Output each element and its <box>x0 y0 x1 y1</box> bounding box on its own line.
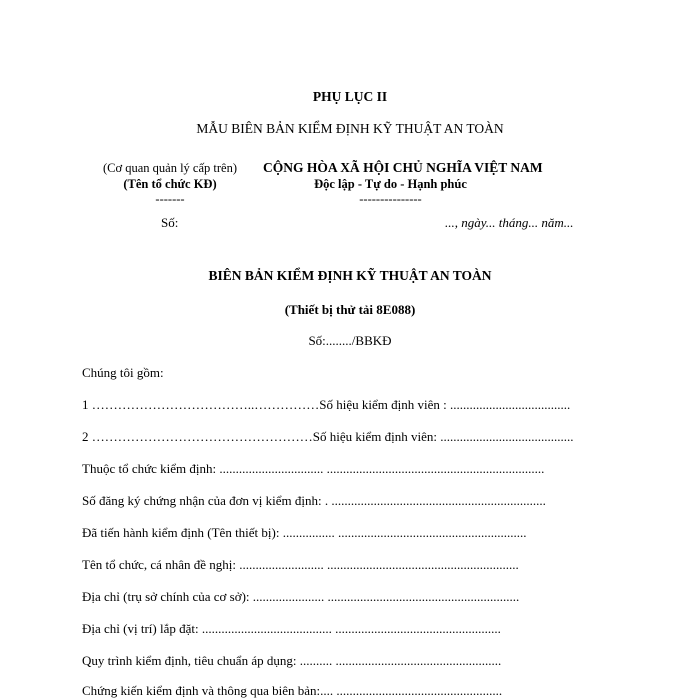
document-number-label: Số: <box>161 215 179 230</box>
agency-label: (Cơ quan quản lý cấp trên) <box>103 161 237 175</box>
form-title: MẪU BIÊN BẢN KIỂM ĐỊNH KỸ THUẬT AN TOÀN <box>196 121 504 136</box>
body-line-procedure: Quy trình kiểm định, tiêu chuẩn áp dụng: .......... ................................................... <box>82 653 502 668</box>
body-line-inspector-2: 2 ……………………………………………Số hiệu kiểm định viên: ......................................... <box>82 429 574 444</box>
national-motto: Độc lập - Tự do - Hạnh phúc <box>314 177 467 191</box>
body-line-witness: Chứng kiến kiểm định và thông qua biên bản:.... ................................................... <box>82 683 503 698</box>
report-title: BIÊN BẢN KIỂM ĐỊNH KỸ THUẬT AN TOÀN <box>208 268 492 283</box>
body-line-organization: Thuộc tổ chức kiểm định: ................................ ................................................................... <box>82 461 545 476</box>
body-line-registration: Số đăng ký chứng nhận của đơn vị kiểm định: . .................................................................. <box>82 493 546 508</box>
body-line-install-location: Địa chỉ (vị trí) lắp đặt: ........................................ ................................................... <box>82 621 501 636</box>
body-line-requester: Tên tổ chức, cá nhân đề nghị: .......................... ........................................................... <box>82 557 519 572</box>
body-line-participants: Chúng tôi gồm: <box>82 365 164 380</box>
right-divider: --------------- <box>359 192 422 206</box>
report-number: Số:......../BBKĐ <box>308 333 392 348</box>
appendix-heading: PHỤ LỤC II <box>312 89 388 104</box>
left-divider: ------- <box>155 192 185 206</box>
date-line: ..., ngày... tháng... năm... <box>445 215 574 230</box>
body-line-equipment: Đã tiến hành kiểm định (Tên thiết bị): ................ .......................................................... <box>82 525 527 540</box>
org-name-label: (Tên tổ chức KĐ) <box>123 177 217 191</box>
body-line-address: Địa chỉ (trụ sở chính của cơ sở): ...................... ........................................................... <box>82 589 520 604</box>
body-line-inspector-1: 1 ………………………………..……………Số hiệu kiểm định viên : ..................................... <box>82 397 571 412</box>
country-name: CỘNG HÒA XÃ HỘI CHỦ NGHĨA VIỆT NAM <box>263 160 543 175</box>
report-subtitle: (Thiết bị thử tải 8E088) <box>284 302 416 317</box>
